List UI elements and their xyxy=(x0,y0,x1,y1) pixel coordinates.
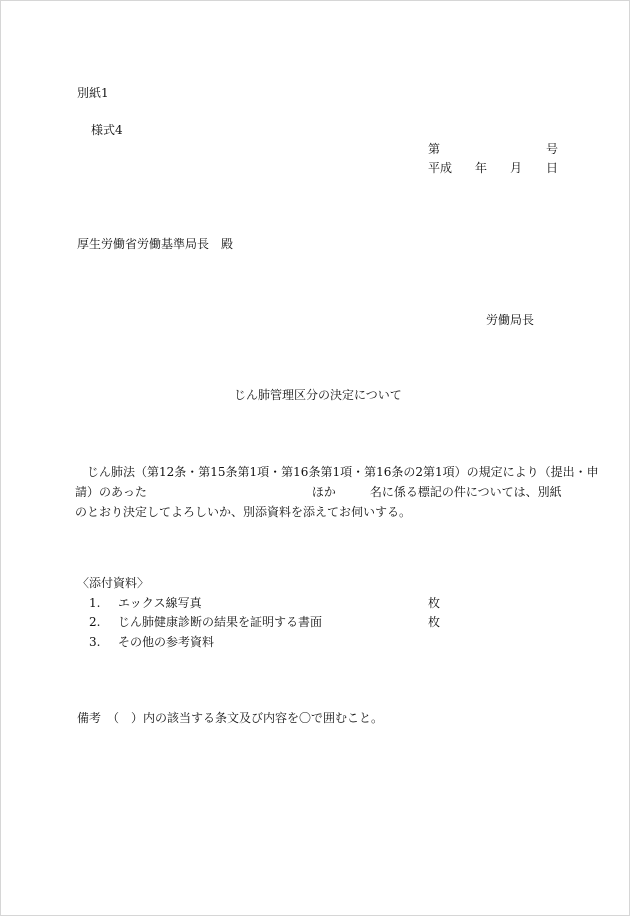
attachment-item-1-num: 1. xyxy=(89,596,101,610)
body-paragraph xyxy=(75,462,599,522)
remarks-note: 備考 （ ）内の該当する条文及び内容を〇で囲むこと。 xyxy=(77,711,384,725)
attachment-item-3-label: その他の参考資料 xyxy=(118,635,215,649)
date-day: 日 xyxy=(546,161,559,175)
attachment-label: 別紙1 xyxy=(77,86,109,100)
document-title: じん肺管理区分の決定について xyxy=(234,388,402,402)
attachment-item-1-unit: 枚 xyxy=(428,596,441,610)
body-line-2-rest: 名に係る標記の件については、別紙 xyxy=(369,485,562,499)
doc-number-prefix: 第 xyxy=(428,142,441,156)
body-line-1: じん肺法（第12条・第15条第1項・第16条第1項・第16条の2第1項）の規定により（提出・申 xyxy=(75,465,599,479)
attachment-item-2-unit: 枚 xyxy=(428,615,441,629)
attachments-heading: 〈添付資料〉 xyxy=(77,576,150,590)
date-era: 平成 xyxy=(428,161,453,175)
attachment-item-2-label: じん肺健康診断の結果を証明する書面 xyxy=(118,615,323,629)
doc-number-suffix: 号 xyxy=(546,142,559,156)
body-line-2 xyxy=(75,482,575,502)
date-year: 年 xyxy=(475,161,488,175)
attachment-item-3-num: 3. xyxy=(89,635,101,649)
attachment-item-1-label: エックス線写真 xyxy=(118,596,202,610)
addressee: 厚生労働省労働基準局長 殿 xyxy=(77,237,234,251)
attachment-item-2-num: 2. xyxy=(89,615,101,629)
body-line-3: のとおり決定してよろしいか、別添資料を添えてお伺いする。 xyxy=(75,505,412,519)
body-line-2-start: 請）のあった xyxy=(75,485,147,499)
date-month: 月 xyxy=(510,161,523,175)
form-label: 様式4 xyxy=(91,123,123,137)
body-line-2-other: ほか xyxy=(311,485,336,499)
sender: 労働局長 xyxy=(486,313,535,327)
